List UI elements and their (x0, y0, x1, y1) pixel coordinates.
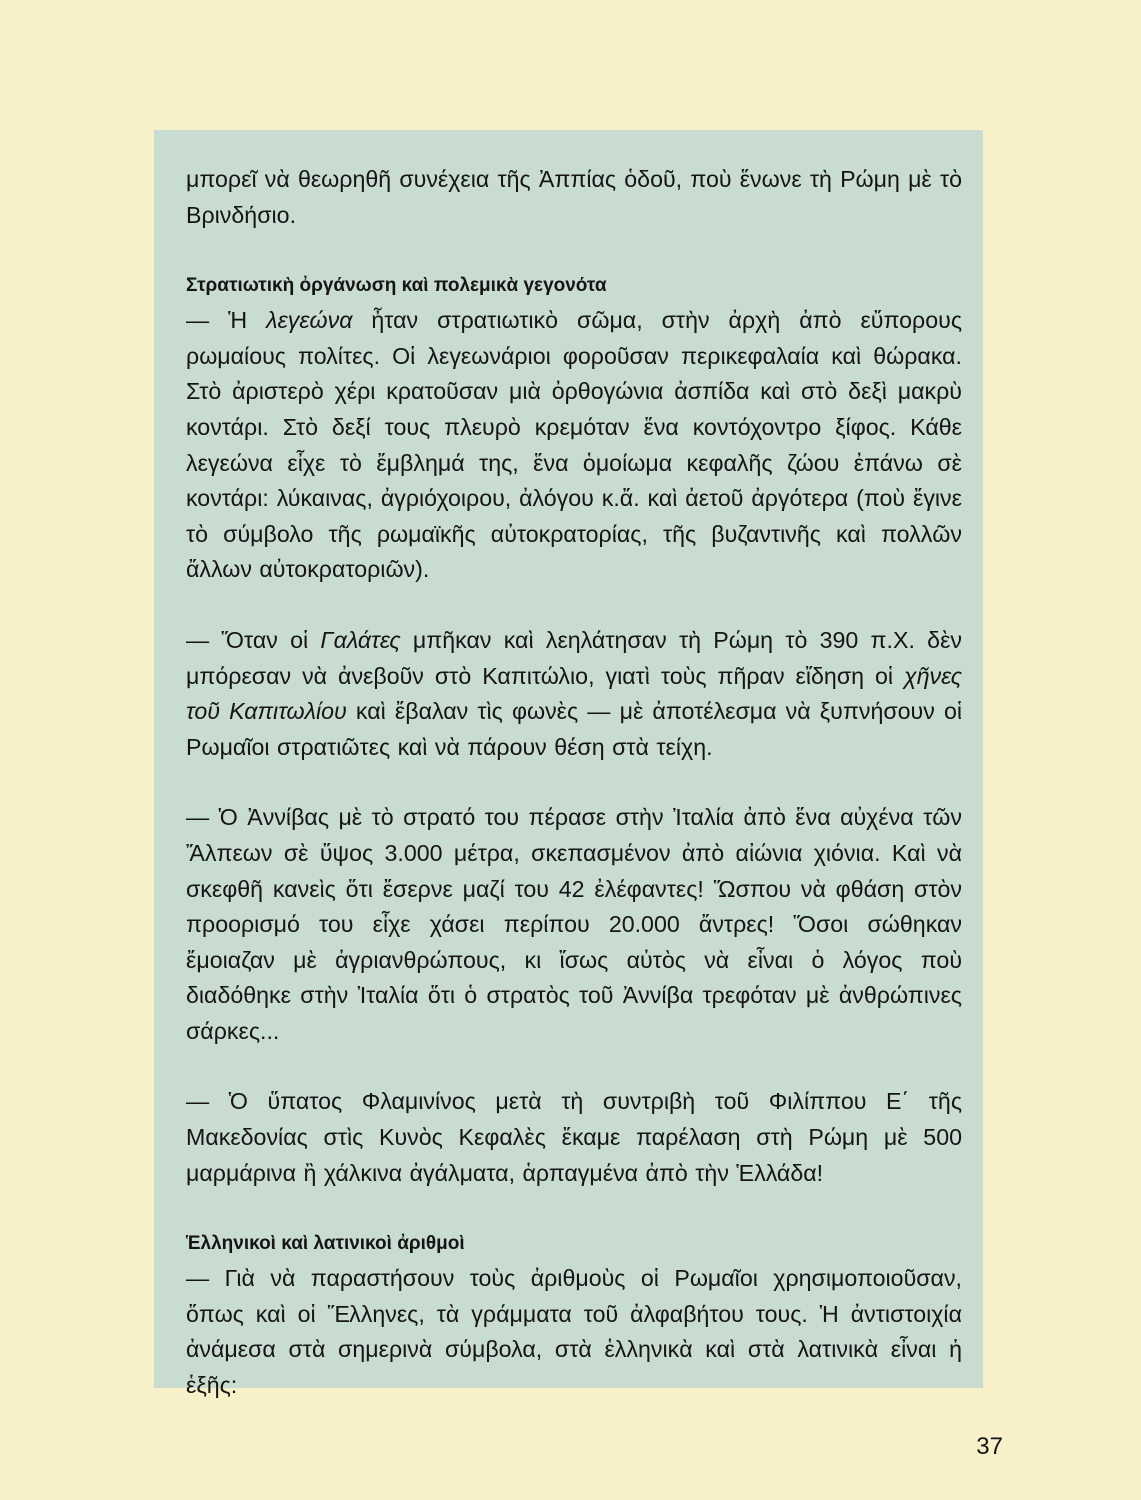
spacer (186, 233, 962, 268)
page-number: 37 (976, 1433, 1003, 1460)
flamininus-paragraph: — Ὁ ὕπατος Φλαμινίνος μετὰ τὴ συντριβὴ τοῦ Φιλίππου Ε΄ τῆς Μακεδονίας στὶς Κυνὸς Κεφαλὲς ἔκαμε παρέλαση στὴ Ρώμη μὲ 500 μαρμάρινα ἢ χάλκινα ἀγάλματα, ἁρπαγμένα ἀπὸ τὴν Ἑλλάδα! (186, 1088, 962, 1186)
legion-paragraph (186, 303, 962, 588)
numerals-paragraph: — Γιὰ νὰ παραστήσουν τοὺς ἀριθμοὺς οἱ Ρωμαῖοι χρησιμοποιοῦσαν, ὅπως καὶ οἱ Ἕλληνες, τὰ γράμματα τοῦ ἀλφαβήτου τους. Ἡ ἀντιστοιχία ἀνάμεσα στὰ σημερινὰ σύμβολα, στὰ ἑλληνικὰ καὶ στὰ λατινικὰ εἶναι ἡ ἑξῆς: (186, 1265, 962, 1399)
spacer (186, 588, 962, 623)
page-content (186, 162, 962, 1404)
spacer (186, 765, 962, 800)
gauls-term: Γαλάτες (320, 626, 401, 653)
numerals-heading: Ἑλληνικοὶ καὶ λατινικοὶ ἀριθμοὶ (186, 1233, 465, 1255)
legion-text: ἦταν στρατιωτικὸ σῶμα, στὴν ἀρχὴ ἀπὸ εὔπορους ρωμαίους πολίτες. Οἱ λεγεωνάριοι φοροῦσαν περικεφαλαία καὶ θώρακα. Στὸ ἀριστερὸ χέρι κρατοῦσαν μιὰ ὀρθογώνια ἀσπίδα καὶ στὸ δεξὶ μακρὺ κοντάρι. Στὸ δεξί τους πλευρὸ κρεμόταν ἕνα κοντόχοντρο ξίφος. Κάθε λεγεώνα εἶχε τὸ ἔμβλημά της, ἕνα ὁμοίωμα κεφαλῆς ζώου ἐπάνω σὲ κοντάρι: λύκαινας, ἀγριόχοιρου, ἀλόγου κ.ἄ. καὶ ἀετοῦ ἀργότερα (ποὺ ἔγινε τὸ σύμβολο τῆς ρωμαϊκῆς αὐτοκρατορίας, τῆς βυζαντινῆς καὶ πολλῶν ἄλλων αὐτοκρατοριῶν). (186, 307, 962, 583)
spacer (186, 1191, 962, 1226)
military-heading: Στρατιωτικὴ ὀργάνωση καὶ πολεμικὰ γεγονότα (186, 275, 607, 297)
gauls-suffix: καὶ ἔβαλαν τὶς φωνὲς — μὲ ἀποτέλεσμα νὰ ξυπνήσουν οἱ Ρωμαῖοι στρατιῶτες καὶ νὰ πάρουν θέση στὰ τείχη. (186, 698, 962, 760)
gauls-prefix: — Ὅταν οἱ (186, 626, 321, 653)
legion-term: λεγεώνα (266, 307, 353, 334)
geese-term: χῆνες τοῦ Καπιτωλίου (186, 662, 962, 725)
gauls-paragraph (186, 623, 962, 765)
intro-paragraph: μπορεῖ νὰ θεωρηθῆ συνέχεια τῆς Ἀππίας ὁδοῦ, ποὺ ἕνωνε τὴ Ρώμη μὲ τὸ Βρινδήσιο. (186, 166, 962, 228)
spacer (186, 1049, 962, 1084)
legion-prefix: — Ἡ (186, 307, 267, 334)
gauls-middle: μπῆκαν καὶ λεηλάτησαν τὴ Ρώμη τὸ 390 π.Χ. δὲν μπόρεσαν νὰ ἀνεβοῦν στὸ Καπιτώλιο, γιατὶ τοὺς πῆραν εἴδηση οἱ (186, 626, 962, 689)
hannibal-paragraph: — Ὁ Ἀννίβας μὲ τὸ στρατό του πέρασε στὴν Ἰταλία ἀπὸ ἕνα αὐχένα τῶν Ἄλπεων σὲ ὕψος 3.000 μέτρα, σκεπασμένον ἀπὸ αἰώνια χιόνια. Καὶ νὰ σκεφθῆ κανεὶς ὅτι ἔσερνε μαζί του 42 ἐλέφαντες! Ὥσπου νὰ φθάση στὸν προορισμό του εἶχε χάσει περίπου 20.000 ἄντρες! Ὅσοι σώθηκαν ἔμοιαζαν μὲ ἀγριανθρώπους, κι ἴσως αὐτὸς νὰ εἶναι ὁ λόγος ποὺ διαδόθηκε στὴν Ἰταλία ὅτι ὁ στρατὸς τοῦ Ἀννίβα τρεφόταν μὲ ἀνθρώπινες σάρκες... (186, 804, 962, 1044)
